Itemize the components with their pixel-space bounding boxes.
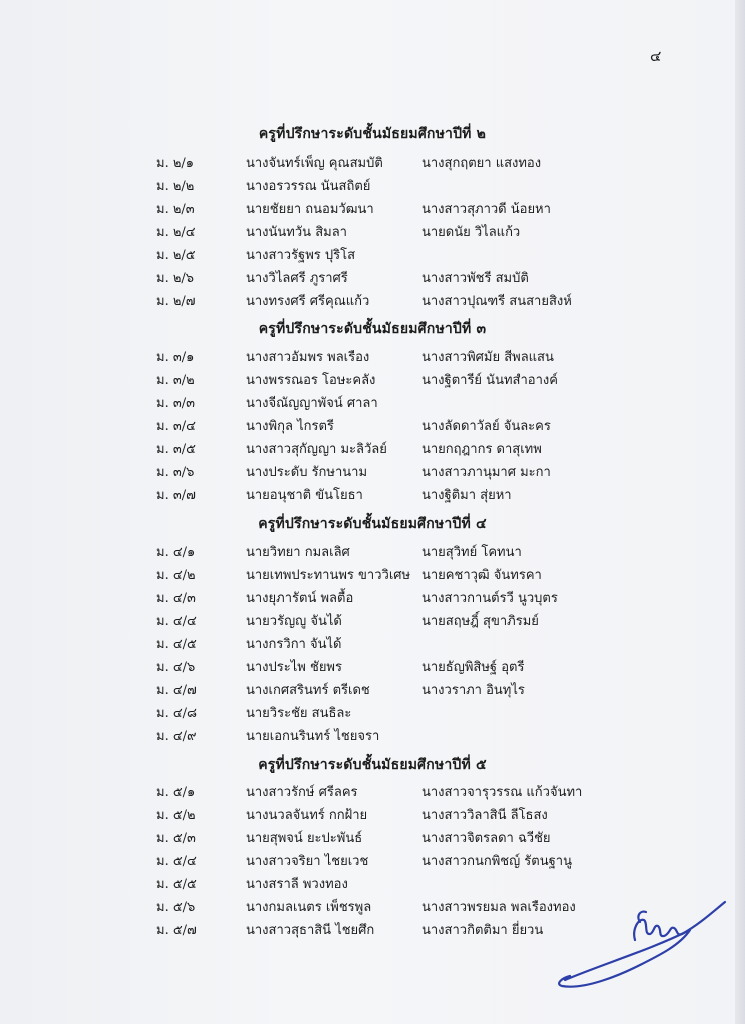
class-label: ม. ๔/๑ bbox=[156, 545, 196, 560]
class-label: ม. ๕/๓ bbox=[156, 831, 196, 846]
teacher-2: นางสาวสุภาวดี น้อยหา bbox=[422, 202, 551, 217]
teacher-1: นายวิทยา กมลเลิศ bbox=[246, 545, 350, 560]
teacher-2: นายสุวิทย์ โคทนา bbox=[422, 545, 522, 560]
class-label: ม. ๔/๔ bbox=[156, 614, 197, 629]
class-label: ม. ๔/๖ bbox=[156, 660, 196, 675]
table-row bbox=[0, 725, 745, 747]
section-title-grade-4: ครูที่ปรึกษาระดับชั้นมัธยมศึกษาปีที่ ๔ bbox=[258, 516, 487, 532]
class-label: ม. ๓/๑ bbox=[156, 350, 195, 365]
teacher-1: นางพิกุล ไกรตรี bbox=[246, 419, 334, 434]
table-row bbox=[0, 244, 745, 266]
class-label: ม. ๔/๕ bbox=[156, 637, 197, 652]
teacher-2: นางสาวภานุมาศ มะกา bbox=[422, 465, 551, 480]
class-label: ม. ๕/๔ bbox=[156, 854, 197, 869]
teacher-2: นางสาวพิศมัย สีพลแสน bbox=[422, 350, 554, 365]
teacher-2: นางสาวกนกพิชญ์ รัตนฐานู bbox=[422, 854, 572, 869]
table-row bbox=[0, 346, 745, 368]
class-label: ม. ๕/๗ bbox=[156, 923, 197, 938]
class-label: ม. ๕/๕ bbox=[156, 877, 197, 892]
teacher-1: นายสุพจน์ ยะปะพันธ์ bbox=[246, 831, 363, 846]
teacher-1: นางกมลเนตร เพ็ชรพูล bbox=[246, 900, 372, 915]
teacher-1: นางนันทวัน สิมลา bbox=[246, 225, 347, 240]
teacher-2: นางสาววิลาสินี ลีโธสง bbox=[422, 808, 548, 823]
teacher-2: นายคชาวุฒิ จันทรคา bbox=[422, 568, 542, 583]
teacher-2: นายสฤษฎิ์ สุขาภิรมย์ bbox=[422, 614, 539, 629]
teacher-2: นางสุกฤตยา แสงทอง bbox=[422, 156, 542, 171]
table-row bbox=[0, 175, 745, 197]
class-label: ม. ๓/๔ bbox=[156, 419, 196, 434]
class-label: ม. ๕/๖ bbox=[156, 900, 196, 915]
table-row bbox=[0, 484, 745, 506]
teacher-2: นางสาวพัชรี สมบัติ bbox=[422, 271, 529, 286]
teacher-2: นางฐิตารีย์ นันทสำอางค์ bbox=[422, 373, 558, 388]
teacher-2: นายดนัย วิไลแก้ว bbox=[422, 225, 521, 240]
teacher-2: นางฐิติมา สุ่ยหา bbox=[422, 488, 512, 503]
teacher-1: นางประไพ ชัยพร bbox=[246, 660, 342, 675]
table-row bbox=[0, 564, 745, 586]
teacher-1: นางสาวรัฐพร ปุริโส bbox=[246, 248, 356, 263]
class-label: ม. ๒/๕ bbox=[156, 248, 196, 263]
class-label: ม. ๒/๓ bbox=[156, 202, 195, 217]
section-title-grade-3: ครูที่ปรึกษาระดับชั้นมัธยมศึกษาปีที่ ๓ bbox=[258, 321, 487, 337]
teacher-1: นางสาวอัมพร พลเรือง bbox=[246, 350, 370, 365]
teacher-2: นายธัญพิสิษฐ์ อุตรี bbox=[422, 660, 525, 675]
class-label: ม. ๒/๔ bbox=[156, 225, 196, 240]
class-label: ม. ๓/๗ bbox=[156, 488, 196, 503]
teacher-2: นายกฤฎากร ดาสุเทพ bbox=[422, 442, 542, 457]
teacher-1: นายวรัญญู จันได้ bbox=[246, 614, 342, 629]
table-row bbox=[0, 198, 745, 220]
teacher-1: นางวิไลศรี ภูราศรี bbox=[246, 271, 348, 286]
class-label: ม. ๓/๖ bbox=[156, 465, 195, 480]
class-label: ม. ๔/๗ bbox=[156, 683, 197, 698]
table-row bbox=[0, 781, 745, 803]
teacher-2: นางสาวปุณฑรี สนสายสิงห์ bbox=[422, 294, 572, 309]
table-row bbox=[0, 415, 745, 437]
table-row bbox=[0, 850, 745, 872]
teacher-1: นางทรงศรี ศรีคุณแก้ว bbox=[246, 294, 370, 309]
page-number: ๔ bbox=[650, 47, 662, 65]
class-label: ม. ๒/๗ bbox=[156, 294, 196, 309]
class-label: ม. ๓/๕ bbox=[156, 442, 196, 457]
class-label: ม. ๕/๒ bbox=[156, 808, 196, 823]
teacher-2: นางสาวจารุวรรณ แก้วจันทา bbox=[422, 785, 583, 800]
teacher-1: นางยุภารัตน์ พลตื้อ bbox=[246, 591, 354, 606]
section-title-grade-5: ครูที่ปรึกษาระดับชั้นมัธยมศึกษาปีที่ ๕ bbox=[258, 757, 487, 773]
class-label: ม. ๕/๑ bbox=[156, 785, 196, 800]
teacher-1: นายวิระชัย สนธิละ bbox=[246, 706, 352, 721]
teacher-1: นายชัยยา ถนอมวัฒนา bbox=[246, 202, 374, 217]
table-row bbox=[0, 392, 745, 414]
teacher-2: นางสาวกิตติมา ยี่ยวน bbox=[422, 923, 544, 938]
teacher-1: นางอรวรรณ นันสถิตย์ bbox=[246, 179, 371, 194]
teacher-2: นางสาวกานต์รวี นูวบุตร bbox=[422, 591, 558, 606]
section-title-grade-2: ครูที่ปรึกษาระดับชั้นมัธยมศึกษาปีที่ ๒ bbox=[258, 126, 487, 142]
teacher-1: นางสาวสุธาสินี ไชยศึก bbox=[246, 923, 375, 938]
class-label: ม. ๔/๙ bbox=[156, 729, 197, 744]
table-row bbox=[0, 369, 745, 391]
teacher-2: นางลัดดาวัลย์ จันละคร bbox=[422, 419, 551, 434]
teacher-1: นางเกศสรินทร์ ตรีเดช bbox=[246, 683, 370, 698]
table-row bbox=[0, 633, 745, 655]
teacher-1: นายเอกนรินทร์ ไชยจรา bbox=[246, 729, 380, 744]
table-row bbox=[0, 679, 745, 701]
teacher-1: นางนวลจันทร์ กกฝ้าย bbox=[246, 808, 368, 823]
teacher-1: นายอนุชาติ ขันโยธา bbox=[246, 488, 363, 503]
class-label: ม. ๓/๒ bbox=[156, 373, 195, 388]
class-label: ม. ๒/๑ bbox=[156, 156, 195, 171]
class-label: ม. ๔/๓ bbox=[156, 591, 196, 606]
teacher-1: นายเทพประทานพร ขาววิเศษ bbox=[246, 568, 411, 583]
table-row bbox=[0, 152, 745, 174]
table-row bbox=[0, 804, 745, 826]
table-row bbox=[0, 438, 745, 460]
teacher-2: นางสาวจิตรลดา ฉวีชัย bbox=[422, 831, 551, 846]
teacher-1: นางประดับ รักษานาม bbox=[246, 465, 368, 480]
table-row bbox=[0, 827, 745, 849]
table-row bbox=[0, 587, 745, 609]
class-label: ม. ๔/๘ bbox=[156, 706, 198, 721]
teacher-2: นางสาวพรยมล พลเรืองทอง bbox=[422, 900, 576, 915]
table-row bbox=[0, 541, 745, 563]
table-row bbox=[0, 656, 745, 678]
class-label: ม. ๔/๒ bbox=[156, 568, 196, 583]
teacher-1: นางจันทร์เพ็ญ คุณสมบัติ bbox=[246, 156, 383, 171]
teacher-1: นางจีณัญญาพัจน์ ศาลา bbox=[246, 396, 378, 411]
class-label: ม. ๒/๒ bbox=[156, 179, 195, 194]
teacher-1: นางสราลี พวงทอง bbox=[246, 877, 348, 892]
teacher-1: นางสาวรักษ์ ศรีลคร bbox=[246, 785, 358, 800]
class-label: ม. ๓/๓ bbox=[156, 396, 195, 411]
table-row bbox=[0, 267, 745, 289]
table-row bbox=[0, 290, 745, 312]
table-row bbox=[0, 610, 745, 632]
teacher-1: นางสาวสุกัญญา มะลิวัลย์ bbox=[246, 442, 387, 457]
class-label: ม. ๒/๖ bbox=[156, 271, 195, 286]
teacher-2: นางวราภา อินทุไร bbox=[422, 683, 525, 698]
teacher-1: นางกรวิกา จันได้ bbox=[246, 637, 342, 652]
teacher-1: นางพรรณอร โอษะคลัง bbox=[246, 373, 376, 388]
signature bbox=[540, 890, 740, 1000]
table-row bbox=[0, 702, 745, 724]
teacher-1: นางสาวจริยา ไชยเวช bbox=[246, 854, 369, 869]
table-row bbox=[0, 221, 745, 243]
table-row bbox=[0, 461, 745, 483]
